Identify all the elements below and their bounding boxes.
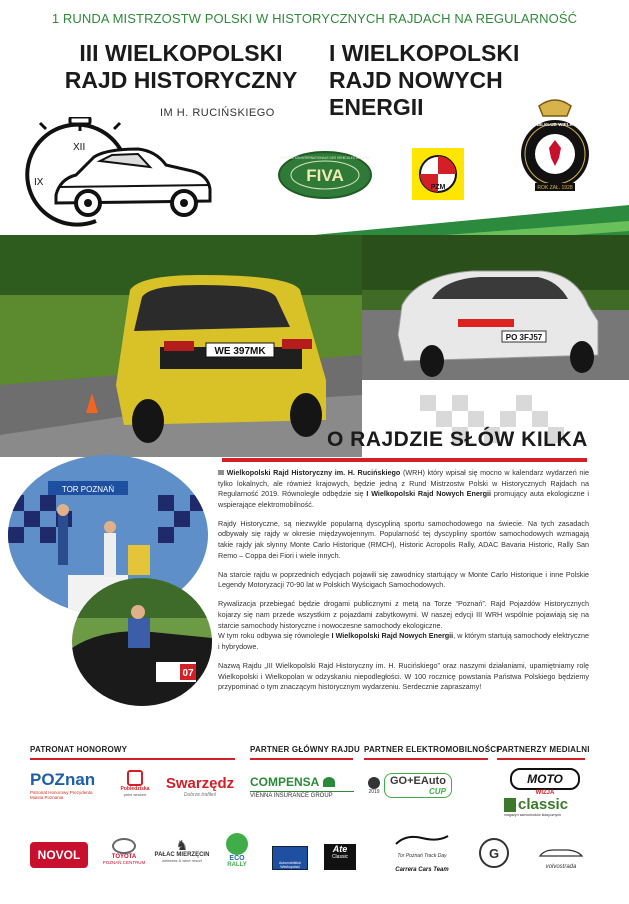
gt-round-badge-logo — [479, 838, 509, 868]
classic-magazine-logo — [504, 796, 586, 817]
article-p1-bold2: I Wielkopolski Rajd Nowych Energii — [366, 489, 492, 499]
right-title-line-3: ENERGII — [329, 94, 424, 120]
poznan-text: POZnan — [30, 770, 96, 789]
compensa-text: COMPENSA — [250, 775, 320, 789]
blue-badge-text: Automobilklub Wielkopolski — [279, 861, 301, 869]
eco-sub: RALLY — [227, 862, 247, 868]
article-p4-bold: I Wielkopolski Rajd Nowych Energii — [331, 631, 454, 641]
tor-text: Tor Poznań Track Day — [397, 853, 447, 859]
fiva-logo — [277, 150, 373, 200]
photo-classic-convertible — [72, 578, 212, 706]
gt-badge-text: G — [488, 845, 500, 861]
rule-honorary — [30, 758, 235, 760]
left-title-line-2: RAJD HISTORYCZNY — [64, 67, 298, 93]
ate-text: Ate — [332, 844, 348, 854]
pobiedziska-sub: pełni wrażeń — [123, 792, 147, 797]
right-title — [329, 40, 529, 121]
right-title-line-2: RAJD NOWYCH — [329, 67, 503, 93]
poznan-logo — [30, 770, 105, 800]
poznan-sub: Patronat Honorowy Prezydenta Miasta Poznania — [30, 790, 93, 800]
swarzedz-logo — [164, 775, 236, 798]
goe-text: GO+EAuto — [390, 775, 446, 787]
pzm-text: PZM — [430, 184, 446, 191]
rule-electro-partner — [364, 758, 488, 760]
pzm-logo — [412, 148, 464, 200]
volvo-car-icon — [538, 847, 584, 859]
photo-yellow-rally-car — [0, 235, 362, 457]
header-honorary: PATRONAT HONOROWY — [30, 745, 128, 754]
volvostrada-logo — [528, 846, 594, 870]
goe-year: 2019 — [368, 788, 380, 795]
automobilklub-ring-text: AUTOMOBILKLUB WIELKOPOLSKI — [516, 122, 594, 127]
classic-magazine-icon — [504, 798, 516, 812]
palac-sub: wellness & wine resort — [162, 858, 202, 863]
eco-rally-logo — [222, 833, 252, 883]
toyota-text: TOYOTA — [111, 854, 137, 860]
article-paragraph-1 — [218, 468, 589, 510]
moto-text: MOTO — [527, 772, 563, 786]
article-p1-a: (WRH) który wpisał się mocno w kalendarz wydarzeń nie tylko lokalnych, ale również krajowych, będzie jedną z Rund Mistrzostw Polski w Historycznych Rajdach na Regularność 2019. Równolegle odbędzie się — [218, 468, 590, 499]
stopwatch-ix: IX — [34, 177, 44, 188]
tor-poznan-track-day-logo — [378, 834, 466, 873]
round-line: 1 RUNDA MISTRZOSTW POLSKI W HISTORYCZNYCH RAJDACH NA REGULARNOŚĆ — [51, 11, 578, 26]
novol-logo — [30, 842, 88, 868]
eco-text: ECO — [229, 855, 245, 862]
toyota-sub: POZNAŃ CENTRUM — [102, 860, 146, 865]
classic-text: classic — [518, 796, 569, 813]
right-title-line-1: I WIELKOPOLSKI — [329, 40, 520, 66]
pobiedziska-logo — [114, 770, 156, 797]
article-paragraph-5: Nazwą Rajdu „III Wielkopolski Rajd Historyczny im. H. Rucińskiego” oraz naszymi działaniami, upamiętniamy rolę Wielkopolski i Wielkopolan w odzyskaniu niepodległości. W 100 rocznicę powstania Państwa Polskiego będziemy przypominać o tym znaczącym historycznym wydarzeniu. Serdecznie zapraszamy! — [218, 660, 589, 692]
palac-horse-icon: ♞ — [175, 837, 189, 853]
rule-media-partners — [497, 758, 585, 760]
automobilklub-logo — [515, 96, 595, 196]
article-p4-b: W tym roku odbywa się równolegle — [218, 631, 332, 641]
goe-round-icon — [368, 777, 380, 789]
article-paragraph-3: Na starcie rajdu w poprzednich edycjach pojawili się zawodnicy startujący w Monte Carlo Historique i inne Polskie Legendy Motoryzacji 70-90 lat w Polskich Wyścigach Samochodowych. — [218, 569, 589, 590]
article-p4-a: Rywalizacja przebiegać będzie drogami publicznymi z metą na Torze “Poznań”. Rajd Pojazdów Historycznych kojarzy się nam przede wszystkim z pojazdami zabytkowymi. W naszej edycji III WRH wspólnie pojawiają się na starcie samochody historyczne i nowoczesne samochody ekologiczne. — [218, 599, 589, 630]
article-body — [218, 468, 589, 701]
eco-rally-icon — [226, 833, 248, 855]
photo-white-hybrid-car — [362, 235, 629, 380]
motowizja-logo — [510, 768, 580, 796]
swarzedz-text: Swarzędz — [165, 775, 235, 792]
left-subtitle: IM H. RUCIŃSKIEGO — [160, 107, 275, 119]
compensa-leaf-icon — [323, 777, 335, 787]
moto-sub: WIZJA — [535, 790, 555, 796]
header-main-partner: PARTNER GŁÓWNY RAJDU — [250, 745, 360, 754]
automobilklub-year: ROK ZAŁ. 1928 — [537, 185, 573, 191]
article-p4-c: , w którym startują samochody elektryczne i hybrydowe. — [218, 631, 589, 651]
goe-sub: CUP — [429, 787, 446, 796]
toyota-emblem-icon — [112, 838, 136, 854]
carrera-text: Carrera Cars Team — [395, 867, 449, 873]
pobiedziska-icon — [127, 770, 143, 786]
article-paragraph-2: Rajdy Historyczne, są niezwykle popularną dyscypliną sportu samochodowego na świecie. Na tych zasadach odbywały się rajdy w okresie międzywojennym. Popularność tej dyscypliny sportów samochodowych wzmagają takie rajdy jak słynny Monte Carlo Historique (RMCH), Historic Acropolis Rally, ADAC Bavaria Historic, Rally San Remo – Coppa dei Fiori i wiele innych. — [218, 518, 589, 560]
ate-classic-logo — [324, 844, 356, 870]
palac-mierzecin-logo — [154, 838, 210, 863]
compensa-logo — [250, 775, 354, 799]
classic-sub: magazyn samochodów klasycznych — [504, 813, 562, 817]
plate-right: PO 3FJ57 — [505, 333, 543, 342]
goe-auto-cup-logo — [368, 773, 478, 798]
header-electro-partner: PARTNER ELEKTROMOBILNOŚCI — [364, 745, 499, 754]
palac-text: PAŁAC MIERZĘCIN — [154, 852, 210, 858]
left-title-line-1: III WIELKOPOLSKI — [79, 40, 283, 66]
plate-left: WE 397MK — [214, 346, 266, 357]
classic-plate-number: 07 — [182, 668, 194, 679]
compensa-sub: VIENNA INSURANCE GROUP — [250, 791, 354, 799]
article-p1-bold: III Wielkopolski Rajd Historyczny im. H. Rucińskiego — [218, 468, 401, 477]
pobiedziska-text: Pobiedziska — [120, 786, 150, 792]
tor-banner-text: TOR POZNAŃ — [61, 485, 115, 494]
header-media-partners: PARTNERZY MEDIALNI — [497, 745, 590, 754]
ate-sub: Classic — [331, 854, 349, 860]
article-p1-b: promujący auta ekologiczne i wspierające elektromobilność. — [218, 489, 590, 509]
swarzedz-sub: Dobrze trafiłeś — [183, 792, 217, 798]
toyota-logo — [102, 838, 146, 865]
fiva-text: FIVA — [306, 166, 344, 185]
article-title: O RAJDZIE SŁÓW KILKA — [327, 428, 588, 451]
track-outline-icon — [392, 834, 452, 848]
automobilklub-badge-logo — [272, 846, 308, 870]
left-title — [56, 40, 306, 94]
volvo-text: volvostrada — [545, 864, 577, 870]
article-paragraph-4 — [218, 599, 589, 652]
rule-main-partner — [250, 758, 353, 760]
title-underline — [222, 458, 587, 462]
novol-text: NOVOL — [37, 848, 81, 862]
stopwatch-xii: XII — [73, 142, 86, 153]
fiva-ring-text: FEDERATION INTERNATIONALE DES VEHICULES ANCIENS — [280, 156, 370, 160]
